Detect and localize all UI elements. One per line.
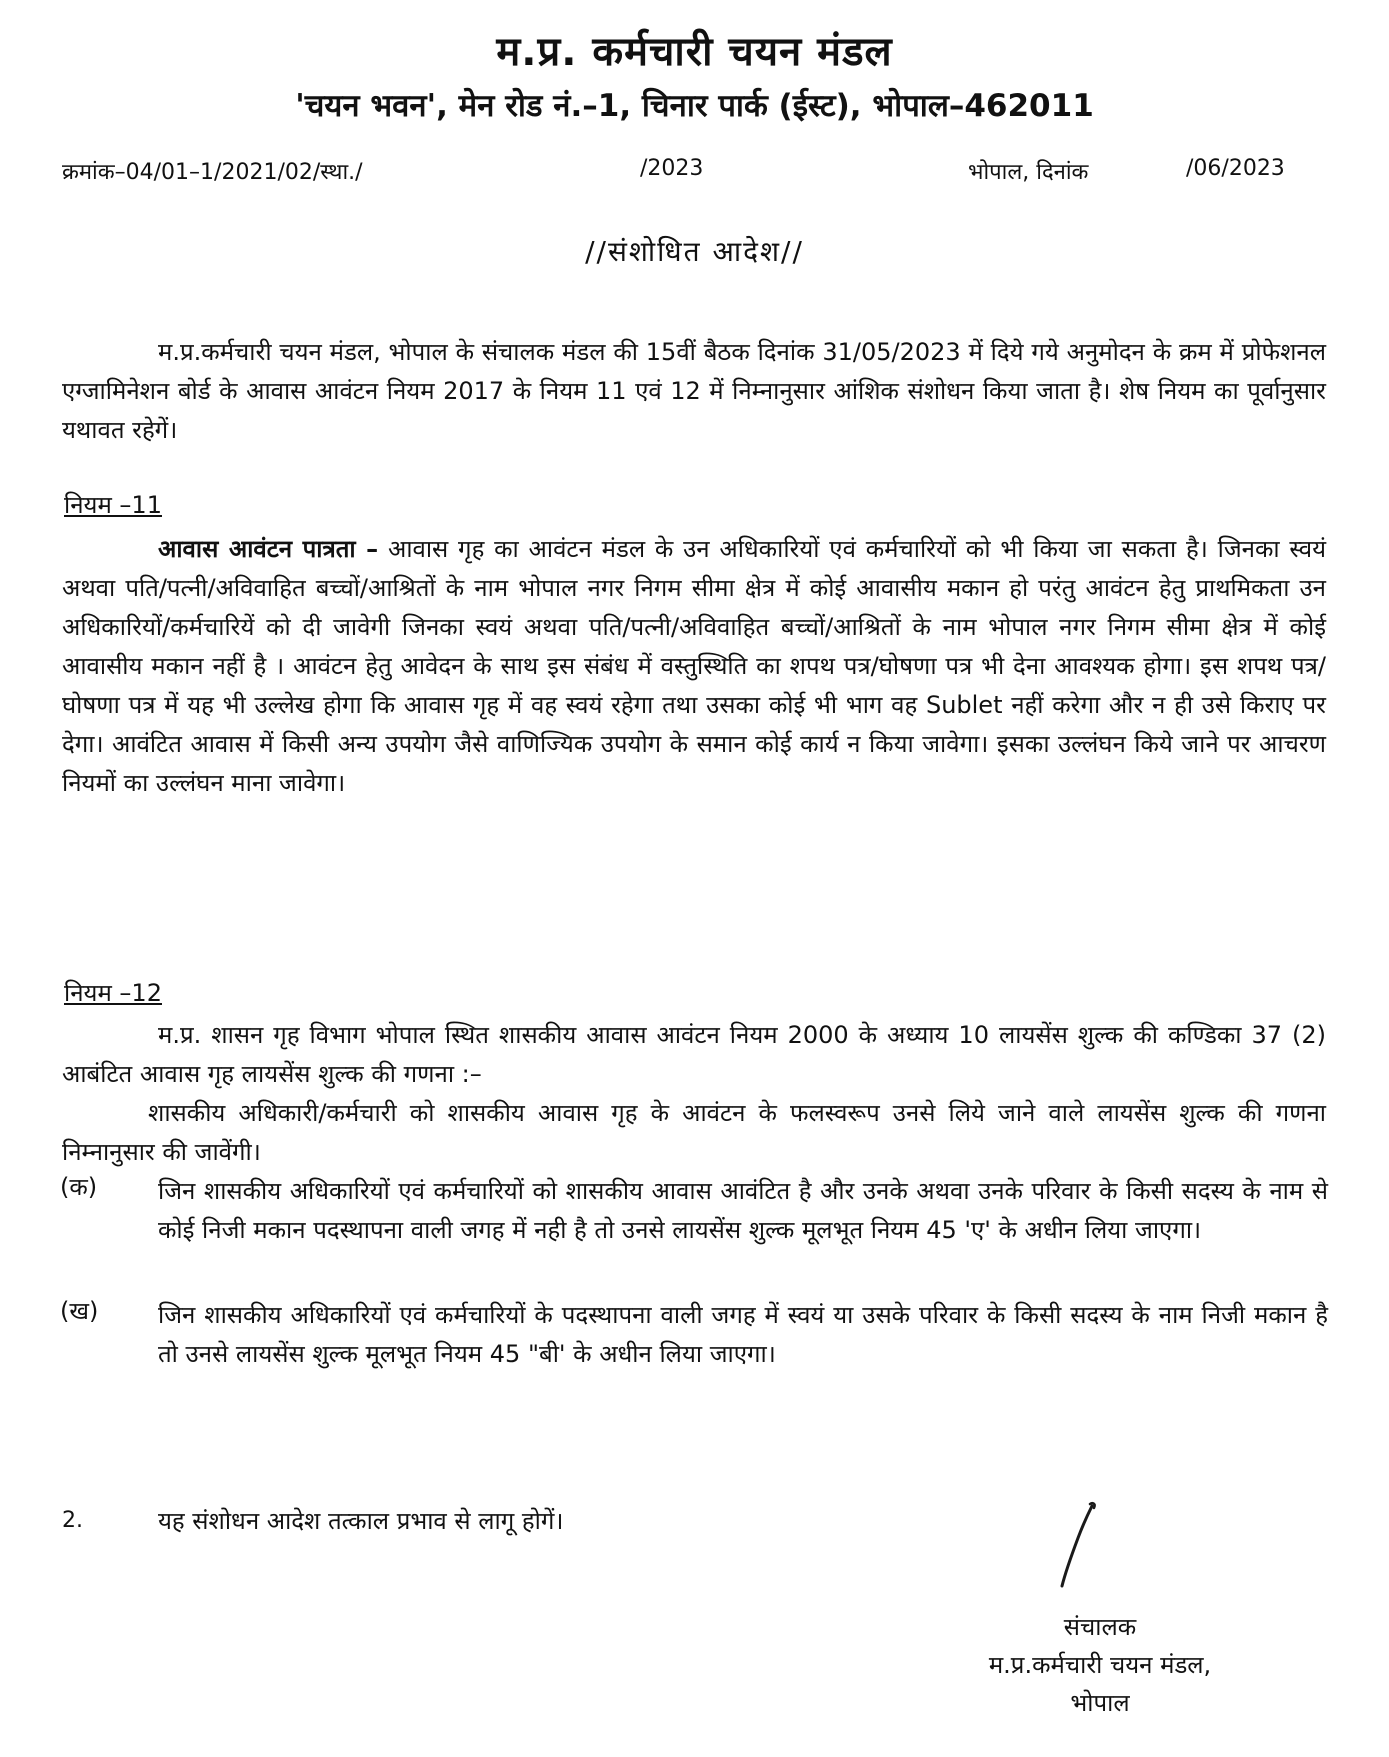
rule-11-text: आवास गृह का आवंटन मंडल के उन अधिकारियों एवं कर्मचारियों को भी किया जा सकता है। जिनका स्वयं अथवा पति/पत्नी/अविवाहित बच्चों/आश्रितों के नाम भोपाल नगर निगम सीमा क्षेत्र में कोई आवासीय मकान हो परंतु आवंटन हेतु प्राथमिकता उन अधिकारियों/कर्मचारियें को दी जावेगी जिनका स्वयं अथवा पति/पत्नी/अविवाहित बच्चों/आश्रितों के नाम भोपाल नगर निगम सीमा क्षेत्र में कोई आवासीय मकान नहीं है । आवंटन हेतु आवेदन के साथ इस संबंध में वस्तुस्थिति का शपथ पत्र/घोषणा पत्र भी देना आवश्यक होगा। इस शपथ पत्र/घोषणा पत्र में यह भी उल्लेख होगा कि आवास गृह में वह स्वयं रहेगा तथा उसका कोई भी भाग वह Sublet नहीं करेगा और न ही उसे किराए पर देगा। आवंटित आवास में किसी अन्य उपयोग जैसे वाणिज्यिक उपयोग के समान कोई कार्य न किया जावेगा। इसका उल्लंघन किये जाने पर आचरण नियमों का उल्लंघन माना जावेगा। — [62, 535, 1326, 797]
rule-11-heading: नियम –11 — [64, 491, 162, 519]
signatory-organization: म.प्र.कर्मचारी चयन मंडल, — [988, 1651, 1212, 1679]
point-2-text: यह संशोधन आदेश तत्काल प्रभाव से लागू होगें। — [158, 1507, 564, 1535]
rule-12-paragraph-1: म.प्र. शासन गृह विभाग भोपाल स्थित शासकीय आवास आवंटन नियम 2000 के अध्याय 10 लायसेंस शुल्क की कण्डिका 37 (2) आबंटित आवास गृह लायसेंस शुल्क की गणना :– — [62, 1021, 1326, 1088]
rule-11-paragraph — [62, 530, 1326, 803]
organization-address: 'चयन भवन', मेन रोड नं.–1, चिनार पार्क (ईस्ट), भोपाल–462011 — [295, 88, 1094, 124]
rule-11-lead: आवास आवंटन पात्रता – — [158, 535, 379, 563]
signatory-block — [900, 1608, 1300, 1722]
order-title: //संशोधित आदेश// — [585, 235, 804, 268]
rule-12-item-text: जिन शासकीय अधिकारियों एवं कर्मचारियों के पदस्थापना वाली जगह में स्वयं या उसके परिवार के किसी सदस्य के नाम निजी मकान है तो उनसे लायसेंस शुल्क मूलभूत नियम 45 "बी' के अधीन लिया जाएगा। — [158, 1301, 1328, 1368]
intro-paragraph: म.प्र.कर्मचारी चयन मंडल, भोपाल के संचालक मंडल की 15वीं बैठक दिनांक 31/05/2023 में दिये गये अनुमोदन के क्रम में प्रोफेशनल एग्जामिनेशन बोर्ड के आवास आवंटन नियम 2017 के नियम 11 एवं 12 में निम्नानुसार आंशिक संशोधन किया जाता है। शेष नियम का पूर्वानुसार यथावत रहेगें। — [62, 338, 1326, 444]
reference-number: क्रमांक–04/01–1/2021/02/स्था./ — [62, 160, 363, 185]
point-2-number: 2. — [62, 1508, 83, 1533]
place-date-label: भोपाल, दिनांक — [968, 160, 1089, 185]
signature — [1040, 1500, 1120, 1590]
signatory-place: भोपाल — [1070, 1689, 1130, 1717]
rule-12-item-marker: (क) — [60, 1173, 98, 1201]
order-date: /06/2023 — [1186, 156, 1285, 181]
rule-12-paragraph-2: शासकीय अधिकारी/कर्मचारी को शासकीय आवास गृह के आवंटन के फलस्वरूप उनसे लिये जाने वाले लायसेंस शुल्क की गणना निम्नानुसार की जावेंगी। — [62, 1099, 1326, 1166]
organization-title: म.प्र. कर्मचारी चयन मंडल — [496, 29, 893, 75]
signatory-designation: संचालक — [1063, 1613, 1137, 1641]
rule-12-item-marker: (ख) — [60, 1297, 99, 1325]
rule-12-heading: नियम –12 — [64, 979, 162, 1007]
rule-12-item-text: जिन शासकीय अधिकारियों एवं कर्मचारियों को शासकीय आवास आवंटित है और उनके अथवा उनके परिवार के किसी सदस्य के नाम से कोई निजी मकान पदस्थापना वाली जगह में नही है तो उनसे लायसेंस शुल्क मूलभूत नियम 45 'ए' के अधीन लिया जाएगा। — [158, 1177, 1328, 1244]
reference-year: /2023 — [640, 156, 704, 181]
